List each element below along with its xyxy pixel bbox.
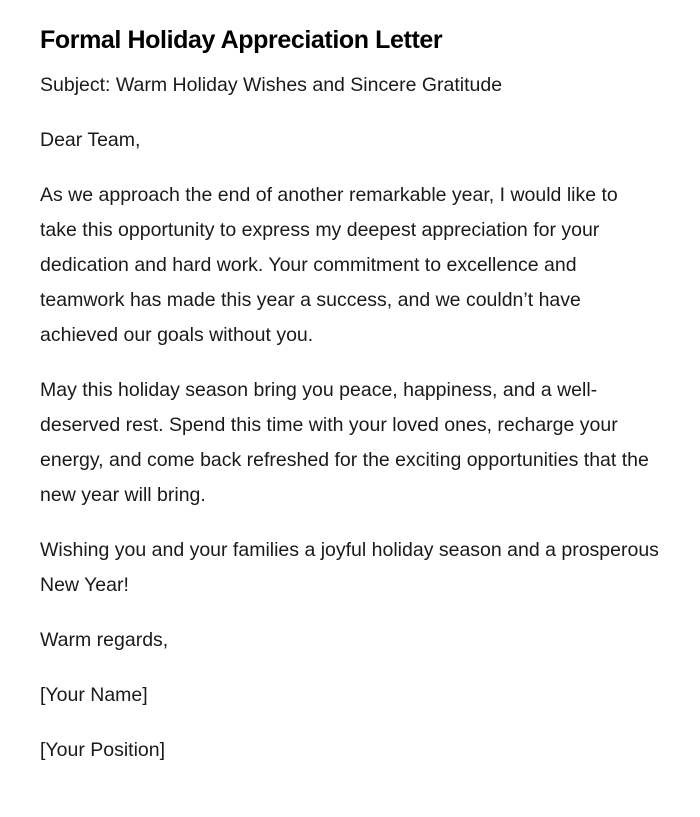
greeting: Dear Team, (40, 129, 141, 151)
sender-name: [Your Name] (40, 684, 148, 706)
body-paragraph: Wishing you and your families a joyful holiday season and a prosperous New Year! (40, 539, 659, 596)
closing: Warm regards, (40, 629, 169, 651)
body-paragraph: As we approach the end of another remarkable year, I would like to take this opportunity to express my deepest appreciation for your dedication and hard work. Your commitment to excellence and teamwork has made this year a success, and we couldn’t have achieved our goals without you. (40, 184, 618, 346)
subject-line: Subject: Warm Holiday Wishes and Sincere Gratitude (40, 74, 503, 96)
sender-position: [Your Position] (40, 739, 166, 761)
body-paragraph: May this holiday season bring you peace, happiness, and a well-deserved rest. Spend this time with your loved ones, recharge your energy, and come back refreshed for the exciting opportunities that the new year will bring. (40, 379, 649, 506)
letter-title: Formal Holiday Appreciation Letter (40, 26, 443, 54)
